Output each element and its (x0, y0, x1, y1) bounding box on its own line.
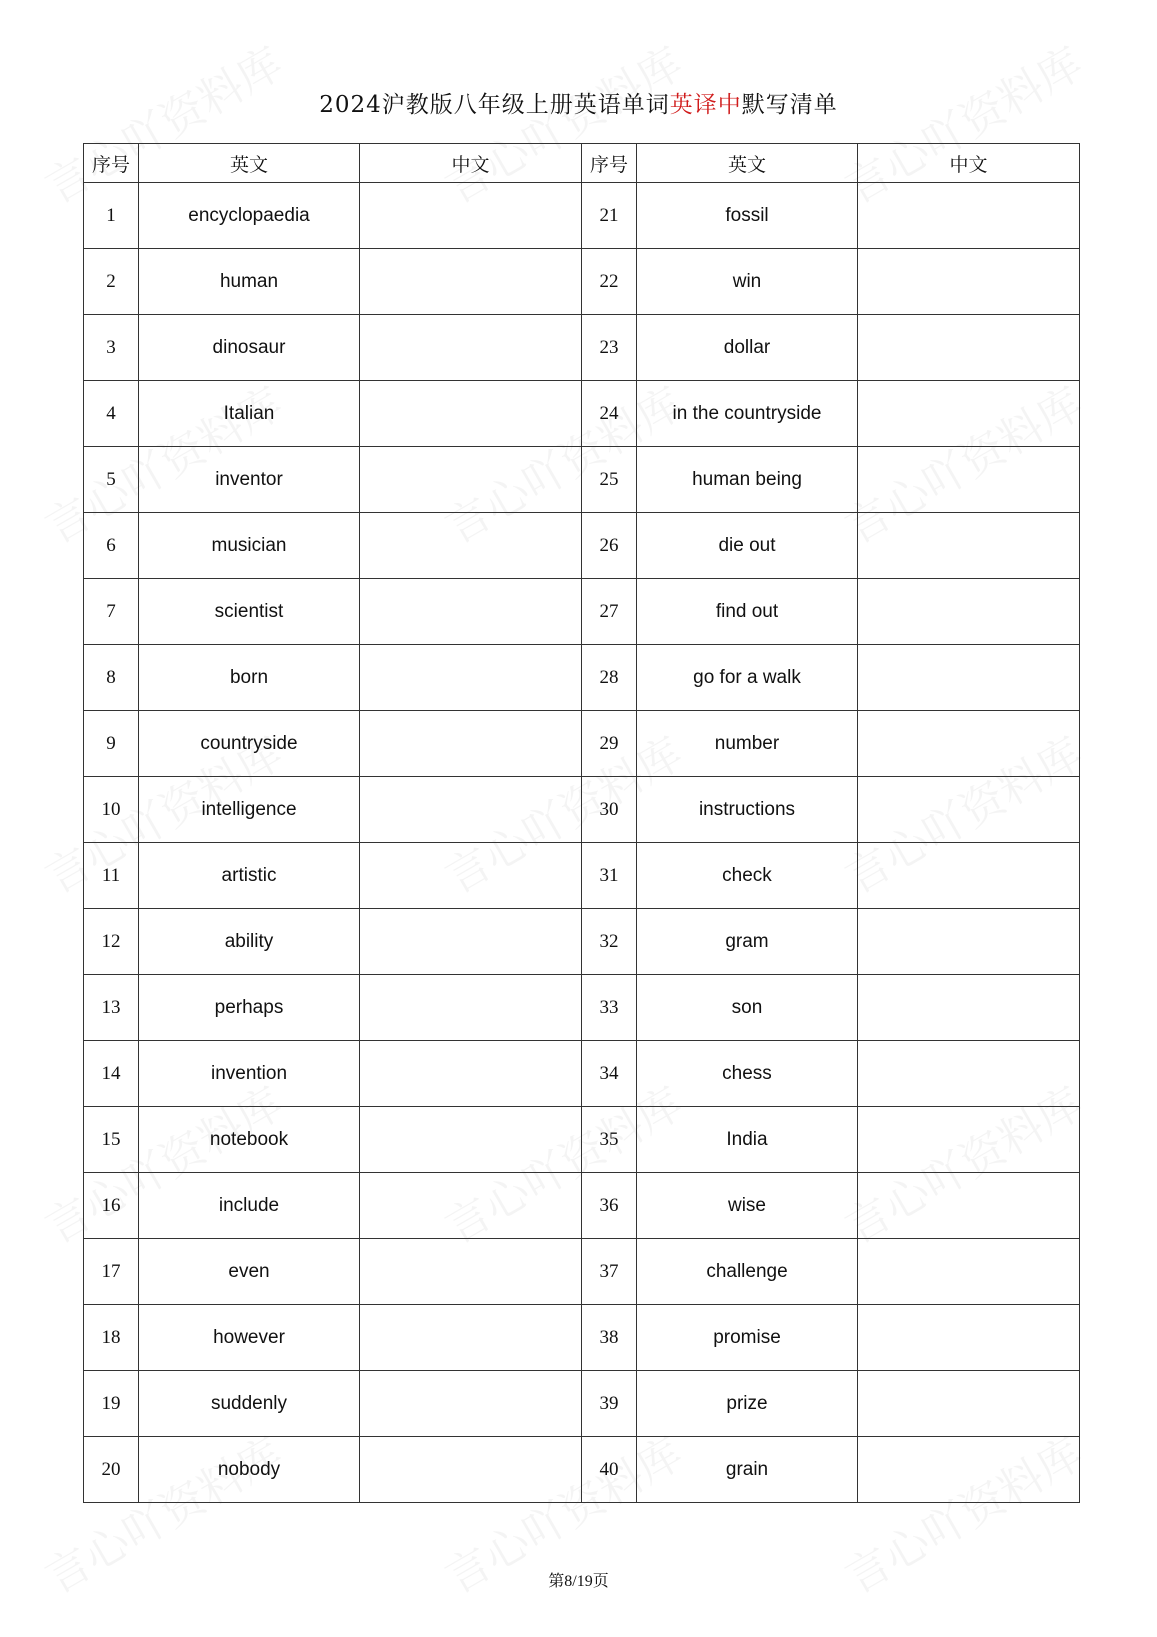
right-en-cell: win (637, 249, 858, 315)
left-answer-cell[interactable] (360, 183, 582, 249)
left-num-cell: 18 (84, 1305, 139, 1371)
left-en-cell: notebook (139, 1107, 360, 1173)
right-answer-cell[interactable] (858, 447, 1080, 513)
left-en-cell: inventor (139, 447, 360, 513)
right-answer-cell[interactable] (858, 777, 1080, 843)
left-answer-cell[interactable] (360, 513, 582, 579)
left-answer-cell[interactable] (360, 645, 582, 711)
right-num-cell: 30 (582, 777, 637, 843)
right-answer-cell[interactable] (858, 711, 1080, 777)
left-num-cell: 5 (84, 447, 139, 513)
left-en-cell: perhaps (139, 975, 360, 1041)
left-num-cell: 9 (84, 711, 139, 777)
right-answer-cell[interactable] (858, 1173, 1080, 1239)
table-row (84, 447, 1080, 513)
left-en-cell: ability (139, 909, 360, 975)
right-en-cell: son (637, 975, 858, 1041)
left-en-cell: dinosaur (139, 315, 360, 381)
title-prefix: 2024沪教版八年级上册英语单词 (319, 92, 670, 118)
right-en-cell: instructions (637, 777, 858, 843)
left-en-cell: artistic (139, 843, 360, 909)
left-answer-cell[interactable] (360, 579, 582, 645)
left-num-cell: 14 (84, 1041, 139, 1107)
table-row (84, 777, 1080, 843)
right-answer-cell[interactable] (858, 513, 1080, 579)
right-en-cell: India (637, 1107, 858, 1173)
right-num-cell: 38 (582, 1305, 637, 1371)
left-num-cell: 19 (84, 1371, 139, 1437)
table-row (84, 1437, 1080, 1503)
right-en-cell: chess (637, 1041, 858, 1107)
right-en-cell: wise (637, 1173, 858, 1239)
table-row (84, 315, 1080, 381)
right-en-cell: promise (637, 1305, 858, 1371)
left-answer-cell[interactable] (360, 1305, 582, 1371)
left-num-cell: 11 (84, 843, 139, 909)
table-row (84, 1371, 1080, 1437)
left-answer-cell[interactable] (360, 1107, 582, 1173)
right-answer-cell[interactable] (858, 975, 1080, 1041)
right-num-cell: 32 (582, 909, 637, 975)
right-en-cell: check (637, 843, 858, 909)
table-row (84, 1107, 1080, 1173)
left-en-cell: suddenly (139, 1371, 360, 1437)
header-zh-left: 中文 (360, 144, 582, 183)
right-answer-cell[interactable] (858, 1305, 1080, 1371)
header-en-left: 英文 (139, 144, 360, 183)
left-num-cell: 20 (84, 1437, 139, 1503)
left-num-cell: 10 (84, 777, 139, 843)
right-en-cell: gram (637, 909, 858, 975)
left-answer-cell[interactable] (360, 1041, 582, 1107)
vocabulary-table (83, 143, 1080, 1503)
right-answer-cell[interactable] (858, 645, 1080, 711)
right-en-cell: go for a walk (637, 645, 858, 711)
left-en-cell: intelligence (139, 777, 360, 843)
left-en-cell: scientist (139, 579, 360, 645)
table-row (84, 1239, 1080, 1305)
table-row (84, 843, 1080, 909)
right-en-cell: in the countryside (637, 381, 858, 447)
table-row (84, 381, 1080, 447)
right-num-cell: 35 (582, 1107, 637, 1173)
table-row (84, 711, 1080, 777)
right-answer-cell[interactable] (858, 843, 1080, 909)
right-en-cell: number (637, 711, 858, 777)
left-answer-cell[interactable] (360, 975, 582, 1041)
right-num-cell: 29 (582, 711, 637, 777)
right-answer-cell[interactable] (858, 381, 1080, 447)
right-en-cell: die out (637, 513, 858, 579)
table-row (84, 1041, 1080, 1107)
left-num-cell: 8 (84, 645, 139, 711)
right-num-cell: 24 (582, 381, 637, 447)
left-en-cell: countryside (139, 711, 360, 777)
left-en-cell: however (139, 1305, 360, 1371)
right-en-cell: human being (637, 447, 858, 513)
left-answer-cell[interactable] (360, 1239, 582, 1305)
left-answer-cell[interactable] (360, 447, 582, 513)
left-answer-cell[interactable] (360, 1371, 582, 1437)
right-en-cell: grain (637, 1437, 858, 1503)
left-en-cell: human (139, 249, 360, 315)
right-en-cell: find out (637, 579, 858, 645)
left-num-cell: 12 (84, 909, 139, 975)
right-en-cell: challenge (637, 1239, 858, 1305)
left-num-cell: 7 (84, 579, 139, 645)
right-num-cell: 31 (582, 843, 637, 909)
right-answer-cell[interactable] (858, 1107, 1080, 1173)
left-answer-cell[interactable] (360, 381, 582, 447)
page-title (0, 86, 1157, 119)
table-header-row (84, 144, 1080, 183)
right-answer-cell[interactable] (858, 909, 1080, 975)
right-num-cell: 21 (582, 183, 637, 249)
right-answer-cell[interactable] (858, 1239, 1080, 1305)
left-en-cell: invention (139, 1041, 360, 1107)
left-num-cell: 2 (84, 249, 139, 315)
right-num-cell: 23 (582, 315, 637, 381)
header-en-right: 英文 (637, 144, 858, 183)
left-en-cell: born (139, 645, 360, 711)
right-en-cell: dollar (637, 315, 858, 381)
left-en-cell: nobody (139, 1437, 360, 1503)
table-row (84, 513, 1080, 579)
left-answer-cell[interactable] (360, 249, 582, 315)
left-num-cell: 15 (84, 1107, 139, 1173)
header-num-left: 序号 (84, 144, 139, 183)
left-answer-cell[interactable] (360, 315, 582, 381)
left-en-cell: musician (139, 513, 360, 579)
right-en-cell: prize (637, 1371, 858, 1437)
left-answer-cell[interactable] (360, 777, 582, 843)
right-num-cell: 27 (582, 579, 637, 645)
left-answer-cell[interactable] (360, 1437, 582, 1503)
table-row (84, 1173, 1080, 1239)
right-answer-cell[interactable] (858, 579, 1080, 645)
left-num-cell: 6 (84, 513, 139, 579)
right-num-cell: 28 (582, 645, 637, 711)
left-num-cell: 3 (84, 315, 139, 381)
table-row (84, 975, 1080, 1041)
left-answer-cell[interactable] (360, 843, 582, 909)
right-num-cell: 22 (582, 249, 637, 315)
right-num-cell: 25 (582, 447, 637, 513)
table-row (84, 183, 1080, 249)
left-en-cell: encyclopaedia (139, 183, 360, 249)
left-num-cell: 4 (84, 381, 139, 447)
left-answer-cell[interactable] (360, 909, 582, 975)
table-row (84, 1305, 1080, 1371)
right-answer-cell[interactable] (858, 1371, 1080, 1437)
table-row (84, 645, 1080, 711)
right-num-cell: 26 (582, 513, 637, 579)
left-en-cell: include (139, 1173, 360, 1239)
page-number: 第8/19页 (548, 1573, 609, 1590)
right-num-cell: 37 (582, 1239, 637, 1305)
right-num-cell: 36 (582, 1173, 637, 1239)
right-answer-cell[interactable] (858, 315, 1080, 381)
header-num-right: 序号 (582, 144, 637, 183)
left-en-cell: Italian (139, 381, 360, 447)
right-num-cell: 40 (582, 1437, 637, 1503)
left-en-cell: even (139, 1239, 360, 1305)
right-answer-cell[interactable] (858, 249, 1080, 315)
left-num-cell: 17 (84, 1239, 139, 1305)
right-en-cell: fossil (637, 183, 858, 249)
table-row (84, 249, 1080, 315)
left-num-cell: 16 (84, 1173, 139, 1239)
table-row (84, 579, 1080, 645)
right-answer-cell[interactable] (858, 183, 1080, 249)
right-answer-cell[interactable] (858, 1437, 1080, 1503)
title-suffix: 默写清单 (741, 92, 838, 118)
left-num-cell: 1 (84, 183, 139, 249)
title-highlight: 英译中 (669, 92, 742, 118)
left-num-cell: 13 (84, 975, 139, 1041)
left-answer-cell[interactable] (360, 711, 582, 777)
table-row (84, 909, 1080, 975)
header-zh-right: 中文 (858, 144, 1080, 183)
left-answer-cell[interactable] (360, 1173, 582, 1239)
right-num-cell: 33 (582, 975, 637, 1041)
right-num-cell: 39 (582, 1371, 637, 1437)
right-answer-cell[interactable] (858, 1041, 1080, 1107)
right-num-cell: 34 (582, 1041, 637, 1107)
